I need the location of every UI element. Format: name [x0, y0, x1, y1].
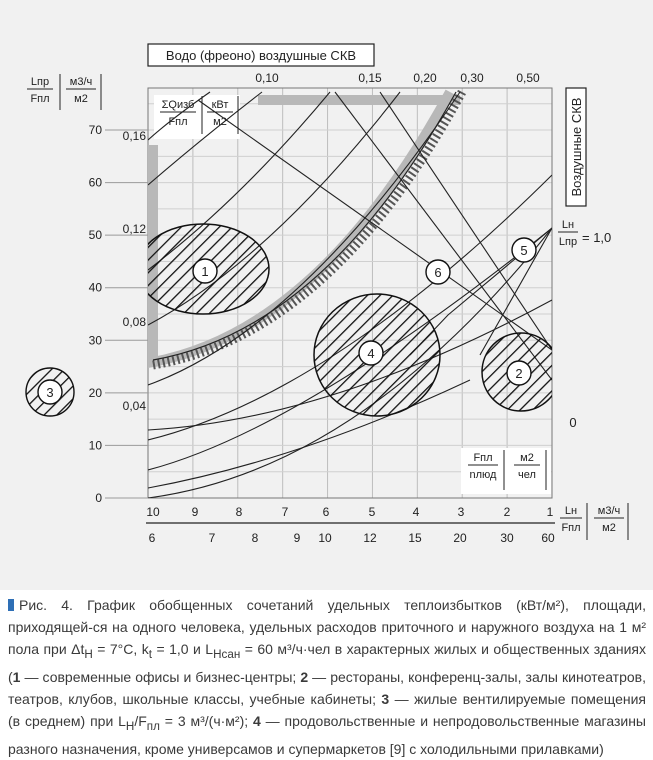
line-end-label-0: 0	[569, 415, 577, 430]
y-left-unit-den: м2	[74, 93, 88, 105]
x-top-tick-label: 0,20	[413, 71, 437, 85]
y-inner-unit-num: кВт	[211, 99, 229, 111]
caption-bold: 3	[381, 690, 390, 707]
y-inner-tick-label: 0,12	[122, 222, 146, 236]
zone-2-marker-label: 2	[515, 366, 523, 381]
x-bottom-tick-label: 3	[457, 505, 465, 519]
side-label: Воздушные СКВ	[569, 97, 584, 197]
x-bottom-tick-label: 8	[235, 505, 243, 519]
x-top-tick-label: 0,30	[460, 71, 484, 85]
chart-title: Водо (фреоно) воздушные СКВ	[165, 48, 357, 63]
y-left-tick-label: 50	[88, 228, 102, 243]
x-people-tick-label: 8	[251, 531, 259, 545]
ratio-label-value: = 1,0	[582, 230, 612, 245]
y-left-label-num: Lпр	[30, 76, 50, 88]
x-people-unit-num: м2	[520, 452, 534, 464]
x-people-tick-label: 7	[208, 531, 216, 545]
x-bottom-label-den: Fпл	[561, 522, 581, 534]
x-bottom-tick-label: 5	[368, 505, 376, 519]
x-people-label-den: nлюд	[469, 469, 497, 481]
x-bottom-tick-label: 10	[146, 505, 160, 519]
x-bottom-tick-label: 6	[322, 505, 330, 519]
y-left-tick-label: 20	[88, 385, 102, 400]
x-people-unit-den: чел	[518, 469, 536, 481]
x-people-tick-label: 9	[293, 531, 301, 545]
caption-text: Рис. 4. График обобщенных сочетаний удельных теплоизбытков (кВт/м²), площади, приходящей-ся на одного человека, удельных расходов приточного и наружного воздуха на 1 м² пола при Δt	[8, 597, 646, 657]
y-inner-label-num: ΣQизб	[161, 99, 195, 111]
x-people-tick-label: 60	[541, 531, 555, 545]
caption-bullet	[8, 599, 14, 611]
y-left-tick-label: 0	[95, 491, 102, 505]
caption-sub: t	[148, 647, 152, 661]
y-left-tick-label: 30	[88, 333, 102, 348]
caption-sub: пл	[146, 719, 160, 733]
x-top-tick-label: 0,50	[516, 71, 540, 85]
x-people-label-num: Fпл	[473, 452, 493, 464]
figure-caption	[8, 594, 646, 760]
caption-sub: Нсан	[213, 647, 241, 661]
x-top-tick-label: 0,10	[255, 71, 279, 85]
caption-bold: 1	[12, 668, 21, 685]
caption-bold: 2	[300, 668, 309, 685]
caption-text: = 3 м³/(ч·м²);	[159, 712, 253, 729]
y-inner-label-den: Fпл	[168, 116, 188, 128]
x-bottom-label-num: Lн	[564, 505, 578, 517]
x-people-tick-label: 30	[500, 531, 514, 545]
caption-text: — жилые вентилируемые помещения (в среднем) при L	[8, 690, 646, 729]
x-bottom-tick-label: 4	[412, 505, 420, 519]
ratio-label-num: Lн	[561, 219, 575, 231]
x-bottom-tick-label: 1	[546, 505, 554, 519]
zone-4-marker-label: 4	[367, 346, 375, 361]
caption-bold: 4	[253, 712, 261, 729]
x-bottom-unit-num: м3/ч	[597, 505, 621, 517]
zone-5-marker-label: 5	[520, 243, 528, 258]
y-left-tick-label: 60	[88, 175, 102, 190]
caption-sub: Н	[125, 719, 135, 733]
x-top-tick-label: 0,15	[358, 71, 382, 85]
caption-text: — рестораны, конференц-залы, залы кинотеатров, театров, клубов, школьные классы, учебные кабинеты;	[8, 668, 646, 707]
x-bottom-tick-label: 2	[503, 505, 511, 519]
y-left-tick-label: 40	[88, 280, 102, 295]
caption-text: = 60 м³/ч·чел в характерных жилых и общественных зданиях (	[8, 641, 647, 685]
x-bottom-unit-den: м2	[602, 522, 616, 534]
zone-1-marker-label: 1	[201, 264, 209, 279]
x-people-tick-label: 15	[408, 531, 422, 545]
y-left-unit-num: м3/ч	[69, 76, 93, 88]
x-people-tick-label: 10	[318, 531, 332, 545]
caption-sub: Н	[84, 647, 93, 661]
y-left-tick-label: 70	[88, 123, 102, 138]
y-inner-tick-label: 0,04	[122, 399, 146, 413]
y-inner-unit-den: м2	[213, 116, 227, 128]
zone-3-marker-label: 3	[46, 385, 54, 400]
caption-text: = 1,0 и L	[152, 641, 214, 657]
zone-6-marker-label: 6	[434, 265, 442, 280]
caption-text: — продовольственные и непродовольственные магазины разного назначения, кроме универсамов и супермаркетов [9] с холодильными прилавками)	[8, 712, 646, 757]
y-inner-tick-label: 0,08	[122, 315, 146, 329]
caption-text: — современные офисы и бизнес-центры;	[20, 668, 301, 685]
x-people-tick-label: 20	[453, 531, 467, 545]
caption-text: /F	[134, 712, 147, 729]
ratio-label-den: Lпр	[558, 236, 578, 248]
x-people-tick-label: 6	[148, 531, 156, 545]
x-bottom-tick-label: 7	[281, 505, 289, 519]
y-left-tick-label: 10	[88, 438, 102, 453]
x-bottom-tick-label: 9	[191, 505, 199, 519]
caption-text: = 7°С, k	[92, 641, 149, 657]
y-left-label-den: Fпл	[30, 93, 50, 105]
x-people-tick-label: 12	[363, 531, 377, 545]
y-inner-tick-label: 0,16	[122, 129, 146, 143]
